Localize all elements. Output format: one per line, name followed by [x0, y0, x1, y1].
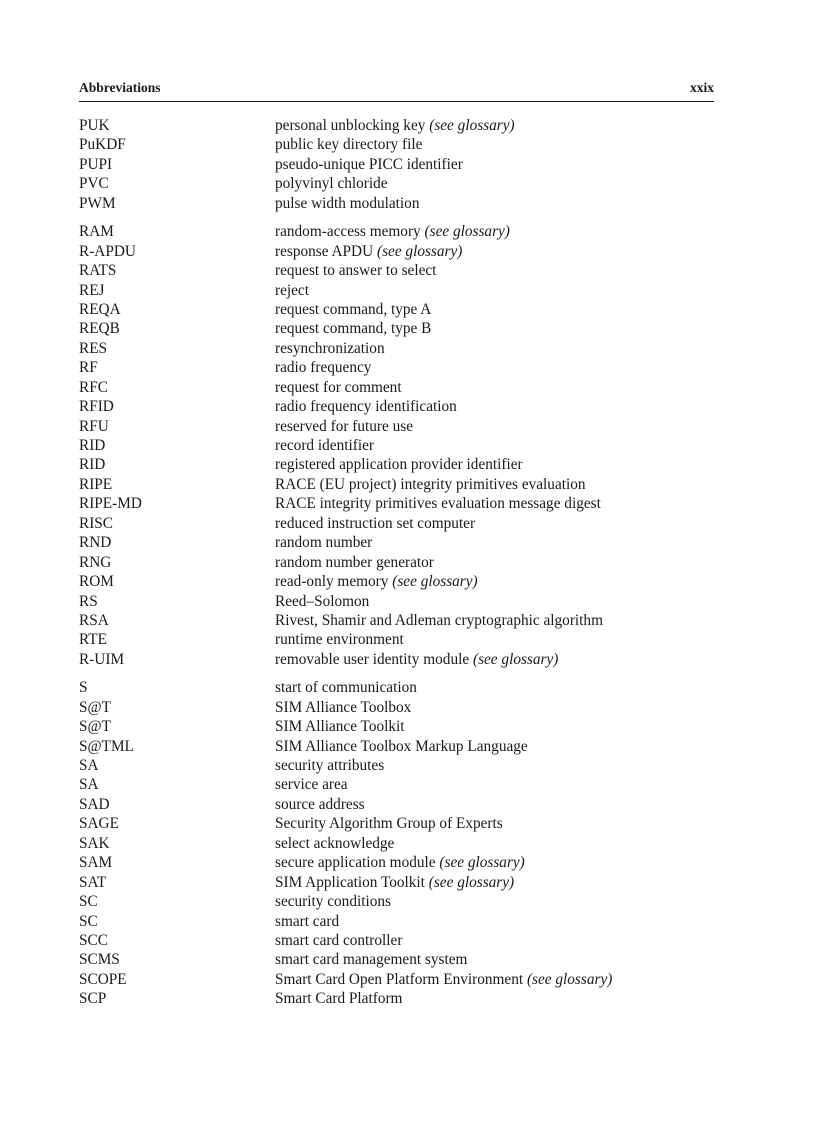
abbreviation-entry	[79, 650, 714, 669]
abbreviation-definition	[275, 514, 475, 533]
abbreviation-definition	[275, 174, 388, 193]
abbreviation-definition	[275, 397, 457, 416]
abbreviation-term: SA	[79, 757, 99, 774]
abbreviation-term: PuKDF	[79, 136, 126, 154]
abbreviation-entry	[79, 970, 714, 989]
abbreviation-definition	[275, 300, 431, 319]
definition-text: reserved for future use	[275, 417, 414, 435]
definition-text: service area	[275, 776, 348, 794]
abbreviation-entry	[79, 116, 714, 135]
abbreviation-term: SAT	[79, 873, 107, 891]
abbreviation-definition	[275, 135, 422, 154]
definition-text: security attributes	[275, 757, 385, 774]
abbreviation-entry	[79, 135, 714, 154]
abbreviation-definition	[275, 737, 528, 756]
abbreviation-definition	[275, 970, 612, 989]
abbreviation-term: RAM	[79, 223, 114, 241]
abbreviation-entry	[79, 834, 714, 853]
abbreviation-term: SCC	[79, 931, 108, 949]
glossary-reference: (see glossary)	[376, 242, 463, 260]
abbreviation-entry	[79, 300, 714, 319]
definition-text: radio frequency identification	[275, 398, 457, 416]
definition-text: SIM Alliance Toolbox Markup Language	[275, 737, 528, 755]
abbreviation-entry	[79, 222, 714, 241]
abbreviation-term: RIPE	[79, 475, 113, 493]
abbreviation-entry	[79, 678, 714, 697]
abbreviation-entry	[79, 698, 714, 717]
definition-text: read-only memory	[275, 573, 389, 591]
abbreviation-definition	[275, 572, 478, 591]
definition-text: SIM Alliance Toolkit	[275, 718, 405, 736]
abbreviation-definition	[275, 795, 365, 814]
abbreviation-group	[79, 116, 714, 213]
definition-text: removable user identity module	[275, 650, 470, 668]
definition-text: request for comment	[275, 378, 402, 396]
abbreviation-term: RFID	[79, 398, 114, 416]
abbreviation-definition	[275, 814, 503, 833]
abbreviation-term: SA	[79, 776, 99, 794]
definition-text: request command, type B	[275, 320, 432, 338]
definition-text: registered application provider identifier	[275, 456, 523, 474]
glossary-reference: (see glossary)	[429, 117, 515, 134]
abbreviation-definition	[275, 319, 431, 338]
definition-text: resynchronization	[275, 339, 385, 357]
abbreviation-entry	[79, 892, 714, 911]
abbreviation-entry	[79, 912, 714, 931]
abbreviation-term: R-APDU	[79, 242, 136, 260]
abbreviation-term: RISC	[79, 514, 114, 532]
abbreviation-entry	[79, 931, 714, 950]
definition-text: RACE integrity primitives evaluation message digest	[275, 495, 601, 513]
abbreviation-term: RID	[79, 437, 106, 454]
abbreviation-entry	[79, 814, 714, 833]
abbreviation-entry	[79, 775, 714, 794]
abbreviation-term: PUK	[79, 117, 110, 134]
abbreviation-entry	[79, 417, 714, 436]
abbreviation-definition	[275, 592, 369, 611]
abbreviation-entry	[79, 950, 714, 969]
abbreviation-term: RFC	[79, 378, 108, 396]
definition-text: secure application module	[275, 854, 436, 872]
abbreviation-entry	[79, 853, 714, 872]
abbreviation-definition	[275, 533, 372, 552]
definition-text: pseudo-unique PICC identifier	[275, 155, 463, 173]
abbreviation-entry	[79, 358, 714, 377]
abbreviation-entry	[79, 194, 714, 213]
abbreviation-entry	[79, 397, 714, 416]
abbreviation-definition	[275, 339, 385, 358]
definition-text: reduced instruction set computer	[275, 514, 476, 532]
abbreviation-term: RATS	[79, 262, 117, 280]
abbreviation-term: RIPE-MD	[79, 495, 142, 513]
abbreviation-definition	[275, 630, 404, 649]
abbreviation-definition	[275, 475, 586, 494]
abbreviation-definition	[275, 950, 467, 969]
abbreviation-definition	[275, 194, 419, 213]
glossary-reference: (see glossary)	[428, 873, 515, 891]
abbreviation-term: S@T	[79, 718, 111, 736]
abbreviation-term: SAK	[79, 834, 110, 852]
glossary-reference: (see glossary)	[392, 573, 478, 591]
definition-text: runtime environment	[275, 631, 404, 649]
abbreviation-list	[79, 116, 714, 1009]
definition-text: pulse width modulation	[275, 194, 420, 212]
abbreviation-definition	[275, 678, 417, 697]
abbreviation-entry	[79, 795, 714, 814]
definition-text: response APDU	[275, 242, 374, 260]
definition-text: personal unblocking key	[275, 117, 426, 134]
abbreviation-term: SCOPE	[79, 970, 127, 988]
abbreviation-term: SAM	[79, 854, 113, 872]
running-head	[79, 80, 714, 102]
glossary-reference: (see glossary)	[526, 970, 613, 988]
abbreviation-definition	[275, 116, 515, 135]
abbreviation-term: S@TML	[79, 737, 134, 755]
abbreviation-term: SAD	[79, 795, 110, 813]
abbreviation-definition	[275, 650, 558, 669]
abbreviation-entry	[79, 475, 714, 494]
abbreviation-definition	[275, 892, 391, 911]
abbreviation-entry	[79, 611, 714, 630]
definition-text: smart card	[275, 912, 340, 930]
abbreviation-entry	[79, 339, 714, 358]
definition-text: smart card controller	[275, 931, 403, 949]
abbreviation-term: REJ	[79, 281, 105, 299]
abbreviation-term: S	[79, 679, 88, 697]
abbreviation-group	[79, 678, 714, 1008]
definition-text: polyvinyl chloride	[275, 175, 388, 193]
abbreviation-term: RS	[79, 592, 98, 610]
abbreviation-entry	[79, 281, 714, 300]
abbreviation-definition	[275, 378, 402, 397]
abbreviation-entry	[79, 319, 714, 338]
abbreviation-term: REQB	[79, 320, 120, 338]
definition-text: random number	[275, 534, 373, 552]
definition-text: random number generator	[275, 553, 434, 571]
abbreviation-definition	[275, 455, 523, 474]
definition-text: Smart Card Platform	[275, 990, 403, 1008]
abbreviation-definition	[275, 989, 402, 1008]
abbreviation-definition	[275, 775, 348, 794]
abbreviation-definition	[275, 261, 436, 280]
abbreviation-definition	[275, 717, 405, 736]
definition-text: RACE (EU project) integrity primitives evaluation	[275, 475, 586, 493]
definition-text: reject	[275, 281, 309, 299]
definition-text: request to answer to select	[275, 262, 437, 280]
abbreviation-term: RES	[79, 339, 108, 357]
definition-text: SIM Application Toolkit	[275, 873, 425, 891]
definition-text: random-access memory	[275, 223, 421, 241]
abbreviation-term: SCP	[79, 990, 107, 1008]
header-rule	[79, 101, 714, 102]
abbreviation-entry	[79, 873, 714, 892]
abbreviation-term: ROM	[79, 573, 114, 591]
definition-text: start of communication	[275, 679, 417, 697]
abbreviation-term: RNG	[79, 553, 112, 571]
abbreviation-entry	[79, 514, 714, 533]
abbreviation-entry	[79, 553, 714, 572]
abbreviation-definition	[275, 242, 462, 261]
abbreviation-definition	[275, 611, 603, 630]
glossary-reference: (see glossary)	[439, 854, 525, 872]
abbreviation-term: SC	[79, 912, 98, 930]
abbreviation-term: RTE	[79, 631, 107, 649]
abbreviation-term: SC	[79, 893, 98, 911]
abbreviation-definition	[275, 698, 411, 717]
abbreviation-entry	[79, 494, 714, 513]
abbreviation-definition	[275, 931, 402, 950]
abbreviation-term: PWM	[79, 194, 116, 212]
abbreviation-definition	[275, 436, 374, 455]
definition-text: Rivest, Shamir and Adleman cryptographic algorithm	[275, 611, 603, 629]
abbreviation-definition	[275, 756, 384, 775]
abbreviation-term: SAGE	[79, 815, 119, 833]
glossary-reference: (see glossary)	[472, 650, 559, 668]
definition-text: radio frequency	[275, 359, 372, 377]
abbreviation-term: PVC	[79, 175, 109, 193]
abbreviation-entry	[79, 533, 714, 552]
abbreviation-term: R-UIM	[79, 650, 125, 668]
abbreviation-term: SCMS	[79, 951, 120, 969]
abbreviation-entry	[79, 756, 714, 775]
abbreviation-entry	[79, 378, 714, 397]
definition-text: source address	[275, 795, 365, 813]
abbreviation-term: PUPI	[79, 155, 113, 173]
abbreviation-definition	[275, 358, 371, 377]
definition-text: public key directory file	[275, 136, 423, 154]
abbreviation-definition	[275, 553, 434, 572]
abbreviation-term: RSA	[79, 611, 109, 629]
page-number: xxix	[689, 80, 714, 95]
abbreviation-definition	[275, 494, 601, 513]
definition-text: security conditions	[275, 893, 391, 911]
definition-text: select acknowledge	[275, 834, 395, 852]
abbreviation-group	[79, 222, 714, 669]
abbreviation-term: S@T	[79, 698, 111, 716]
glossary-reference: (see glossary)	[424, 223, 510, 241]
abbreviation-entry	[79, 455, 714, 474]
abbreviation-entry	[79, 592, 714, 611]
abbreviation-term: RF	[79, 359, 98, 377]
abbreviation-entry	[79, 989, 714, 1008]
abbreviation-entry	[79, 737, 714, 756]
abbreviation-entry	[79, 174, 714, 193]
section-title: Abbreviations	[79, 80, 161, 95]
definition-text: request command, type A	[275, 300, 432, 318]
abbreviation-entry	[79, 630, 714, 649]
abbreviation-entry	[79, 436, 714, 455]
abbreviation-term: REQA	[79, 300, 121, 318]
abbreviation-definition	[275, 155, 463, 174]
abbreviation-term: RFU	[79, 417, 109, 435]
abbreviation-entry	[79, 717, 714, 736]
abbreviation-entry	[79, 572, 714, 591]
abbreviation-definition	[275, 912, 339, 931]
definition-text: Security Algorithm Group of Experts	[275, 815, 503, 833]
abbreviation-term: RND	[79, 534, 112, 552]
abbreviation-entry	[79, 242, 714, 261]
definition-text: Smart Card Open Platform Environment	[275, 970, 524, 988]
definition-text: smart card management system	[275, 951, 468, 969]
abbreviation-definition	[275, 853, 525, 872]
abbreviation-entry	[79, 155, 714, 174]
abbreviation-entry	[79, 261, 714, 280]
abbreviation-definition	[275, 222, 510, 241]
abbreviation-definition	[275, 873, 514, 892]
abbreviation-definition	[275, 281, 309, 300]
abbreviation-definition	[275, 834, 394, 853]
definition-text: SIM Alliance Toolbox	[275, 698, 412, 716]
definition-text: record identifier	[275, 437, 374, 454]
definition-text: Reed–Solomon	[275, 592, 370, 610]
abbreviation-term: RID	[79, 456, 106, 474]
abbreviation-definition	[275, 417, 413, 436]
